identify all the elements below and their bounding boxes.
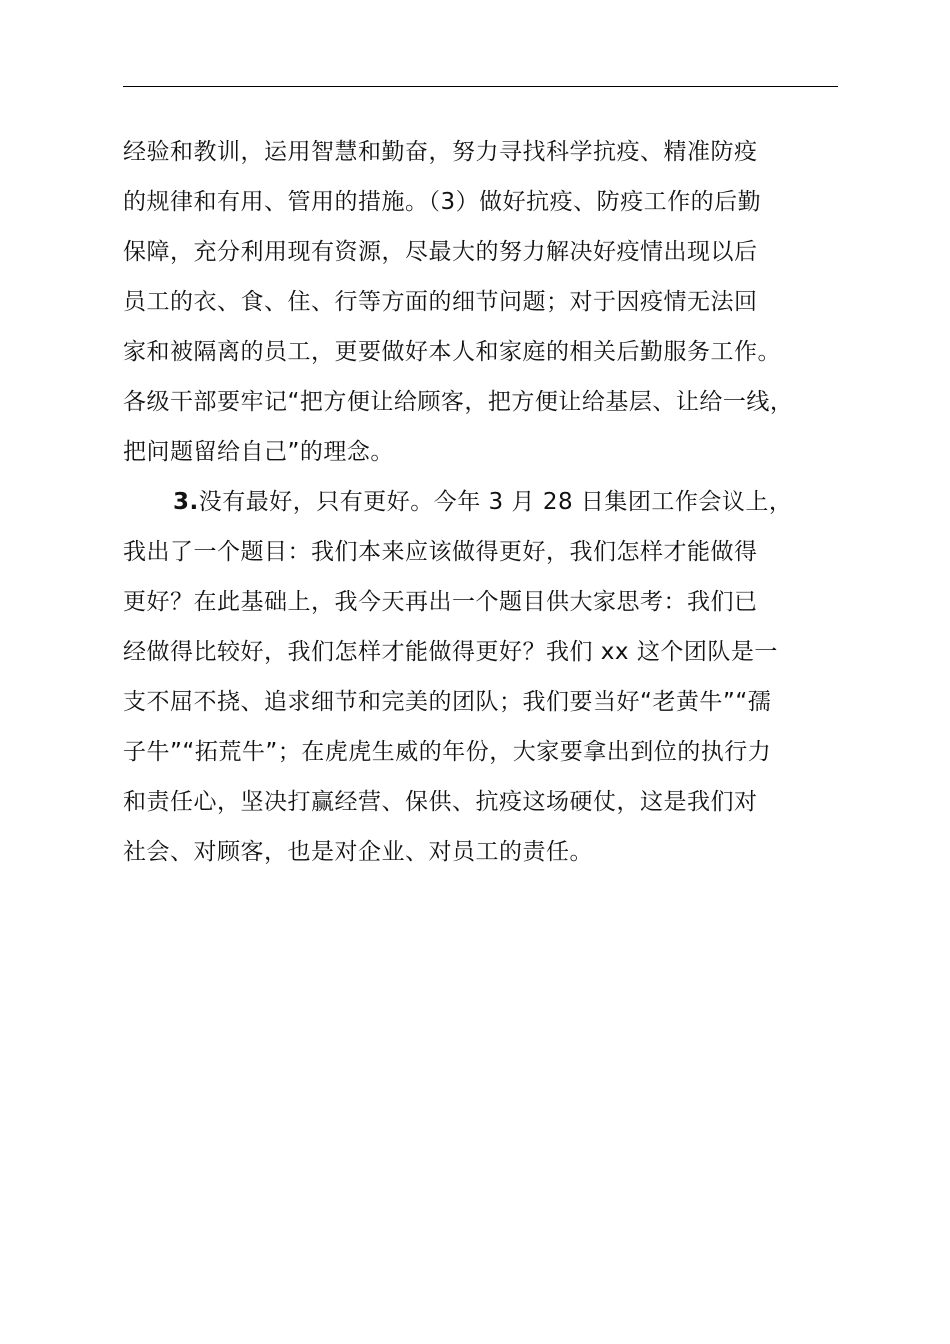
text-line: 家和被隔离的员工，更要做好本人和家庭的相关后勤服务工作。 (123, 339, 781, 365)
page-body (123, 127, 863, 877)
header-rule (123, 86, 838, 87)
text-line: 的规律和有用、管用的措施。（3）做好抗疫、防疫工作的后勤 (123, 189, 762, 215)
text-line: 各级干部要牢记“把方便让给顾客，把方便让给基层、让给一线， (123, 389, 794, 415)
text-line: 更好？在此基础上，我今天再出一个题目供大家思考：我们已 (123, 589, 758, 615)
paragraph-1 (123, 127, 863, 477)
text-line: 没有最好，只有更好。今年 3 月 28 日集团工作会议上， (198, 489, 793, 515)
text-line: 经验和教训，运用智慧和勤奋，努力寻找科学抗疫、精准防疫 (123, 139, 758, 165)
text-line: 和责任心，坚决打赢经营、保供、抗疫这场硬仗，这是我们对 (123, 789, 758, 815)
paragraph-2 (123, 477, 863, 877)
paragraph-2-first-line (123, 477, 863, 527)
text-line: 把问题留给自己”的理念。 (123, 439, 394, 465)
text-line: 经做得比较好，我们怎样才能做得更好？我们 xx 这个团队是一 (123, 639, 778, 665)
section-number: 3. (173, 489, 199, 515)
text-line: 子牛”“拓荒牛”；在虎虎生威的年份，大家要拿出到位的执行力 (123, 739, 772, 765)
text-line: 支不屈不挠、追求细节和完美的团队；我们要当好“老黄牛”“孺 (123, 689, 772, 715)
text-line: 保障，充分利用现有资源，尽最大的努力解决好疫情出现以后 (123, 239, 758, 265)
text-line: 我出了一个题目：我们本来应该做得更好，我们怎样才能做得 (123, 539, 758, 565)
text-line: 员工的衣、食、住、行等方面的细节问题；对于因疫情无法回 (123, 289, 758, 315)
text-line: 社会、对顾客，也是对企业、对员工的责任。 (123, 839, 593, 865)
